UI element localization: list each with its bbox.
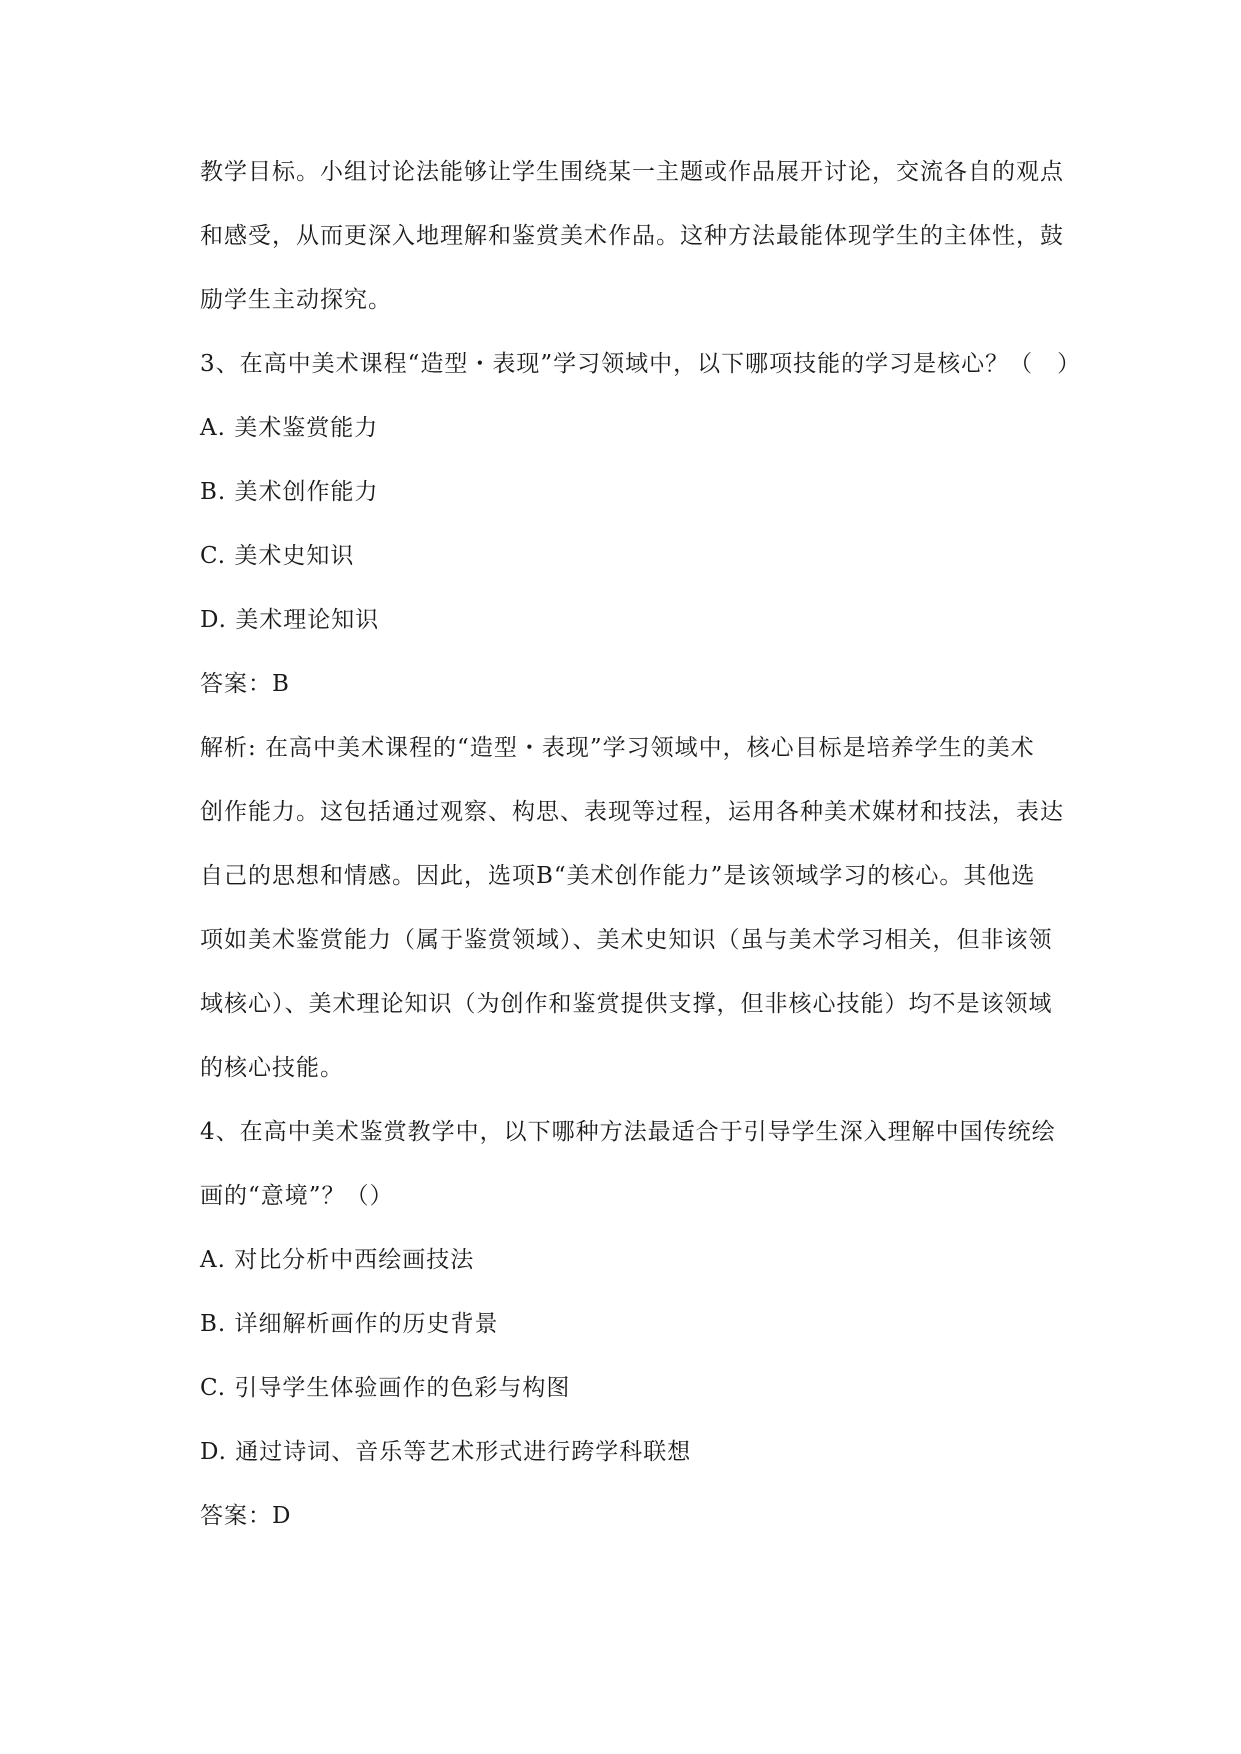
option-c: C. 美术史知识 bbox=[200, 543, 355, 569]
explanation-line: 项如美术鉴赏能力（属于鉴赏领域）、美术史知识（虽与美术学习相关，但非该领 bbox=[200, 927, 1053, 953]
question-text: 3、在高中美术课程“造型・表现”学习领域中，以下哪项技能的学习是核心？（ ） bbox=[200, 351, 1082, 377]
answer: 答案：D bbox=[200, 1503, 292, 1529]
question-text: 4、在高中美术鉴赏教学中，以下哪种方法最适合于引导学生深入理解中国传统绘 bbox=[200, 1119, 1056, 1145]
explanation-line: 的核心技能。 bbox=[200, 1055, 344, 1081]
option-c: C. 引导学生体验画作的色彩与构图 bbox=[200, 1375, 571, 1401]
explanation-line: 创作能力。这包括通过观察、构思、表现等过程，运用各种美术媒材和技法，表达 bbox=[200, 799, 1064, 825]
option-b: B. 美术创作能力 bbox=[200, 479, 379, 505]
explanation-line: 自己的思想和情感。因此，选项B“美术创作能力”是该领域学习的核心。其他选 bbox=[200, 863, 1036, 889]
page-content bbox=[200, 140, 1090, 1548]
question-4 bbox=[200, 1100, 1090, 1548]
text-line: 和感受，从而更深入地理解和鉴赏美术作品。这种方法最能体现学生的主体性，鼓 bbox=[200, 223, 1064, 249]
answer: 答案：B bbox=[200, 671, 290, 697]
question-3 bbox=[200, 332, 1090, 1100]
option-d: D. 美术理论知识 bbox=[200, 607, 380, 633]
option-a: A. 对比分析中西绘画技法 bbox=[200, 1247, 475, 1273]
text-line: 教学目标。小组讨论法能够让学生围绕某一主题或作品展开讨论，交流各自的观点 bbox=[200, 159, 1064, 185]
option-d: D. 通过诗词、音乐等艺术形式进行跨学科联想 bbox=[200, 1439, 692, 1465]
question-text: 画的“意境”？（） bbox=[200, 1183, 394, 1209]
option-a: A. 美术鉴赏能力 bbox=[200, 415, 379, 441]
explanation-line: 域核心）、美术理论知识（为创作和鉴赏提供支撑，但非核心技能）均不是该领域 bbox=[200, 991, 1053, 1017]
previous-explanation bbox=[200, 140, 1090, 332]
text-line: 励学生主动探究。 bbox=[200, 287, 392, 313]
explanation-line: 解析: 在高中美术课程的“造型・表现”学习领域中，核心目标是培养学生的美术 bbox=[200, 735, 1035, 761]
option-b: B. 详细解析画作的历史背景 bbox=[200, 1311, 499, 1337]
